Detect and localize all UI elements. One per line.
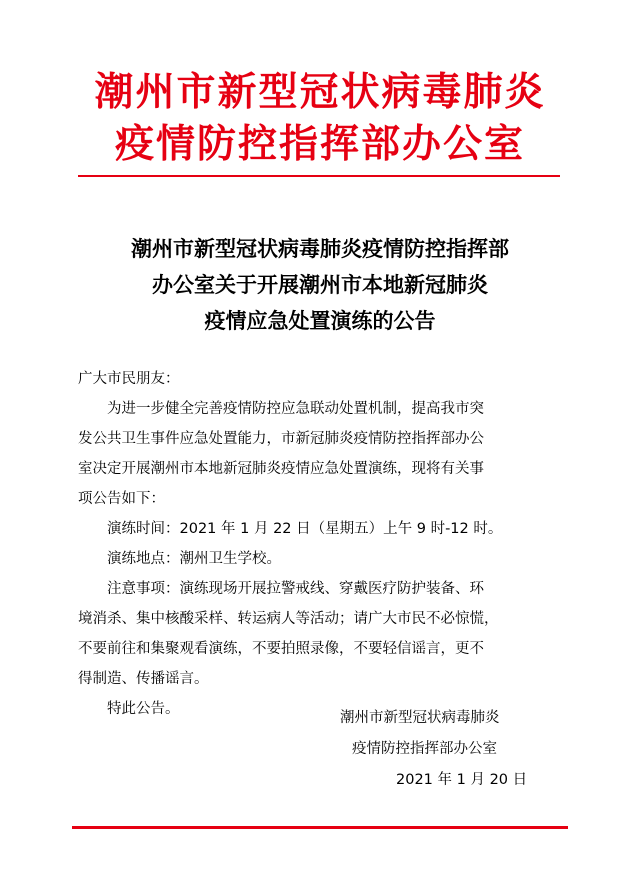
- salutation: 广大市民朋友：: [78, 371, 180, 387]
- header-line-2: 疫情防控指挥部办公室: [114, 121, 525, 167]
- document-body: [78, 364, 564, 724]
- paragraph-notice: [78, 574, 564, 694]
- header-line-1: 潮州市新型冠状病毒肺炎: [94, 69, 546, 115]
- signature-block: [340, 703, 560, 796]
- paragraph-line: 项公告如下：: [78, 491, 165, 507]
- title-line-3: 疫情应急处置演练的公告: [204, 308, 436, 333]
- red-header: [62, 66, 578, 170]
- document-title: [70, 231, 570, 339]
- signature-date: 2021 年 1 月 20 日: [396, 772, 528, 788]
- paragraph-line: 境消杀、集中核酸采样、转运病人等活动；请广大市民不必惊慌，: [78, 611, 499, 627]
- drill-time: 演练时间：2021 年 1 月 22 日（星期五）上午 9 时-12 时。: [107, 521, 503, 537]
- paragraph-line: 注意事项：演练现场开展拉警戒线、穿戴医疗防护装备、环: [107, 581, 484, 597]
- title-line-1: 潮州市新型冠状病毒肺炎疫情防控指挥部: [131, 236, 509, 261]
- header-divider: [78, 175, 560, 177]
- footer-divider: [72, 826, 568, 829]
- paragraph-line: 发公共卫生事件应急处置能力，市新冠肺炎疫情防控指挥部办公: [78, 431, 484, 447]
- paragraph-line: 为进一步健全完善疫情防控应急联动处置机制，提高我市突: [107, 401, 484, 417]
- signature-org-line-1: 潮州市新型冠状病毒肺炎: [340, 710, 500, 726]
- paragraph-line: 室决定开展潮州市本地新冠肺炎疫情应急处置演练，现将有关事: [78, 461, 484, 477]
- paragraph-line: 得制造、传播谣言。: [78, 671, 209, 687]
- title-line-2: 办公室关于开展潮州市本地新冠肺炎: [152, 272, 488, 297]
- paragraph-line: 不要前往和集聚观看演练，不要拍照录像，不要轻信谣言，更不: [78, 641, 484, 657]
- closing-text: 特此公告。: [107, 701, 180, 717]
- signature-org-line-2: 疫情防控指挥部办公室: [352, 741, 497, 757]
- paragraph-intro: [78, 394, 564, 514]
- drill-location: 演练地点：潮州卫生学校。: [107, 551, 281, 567]
